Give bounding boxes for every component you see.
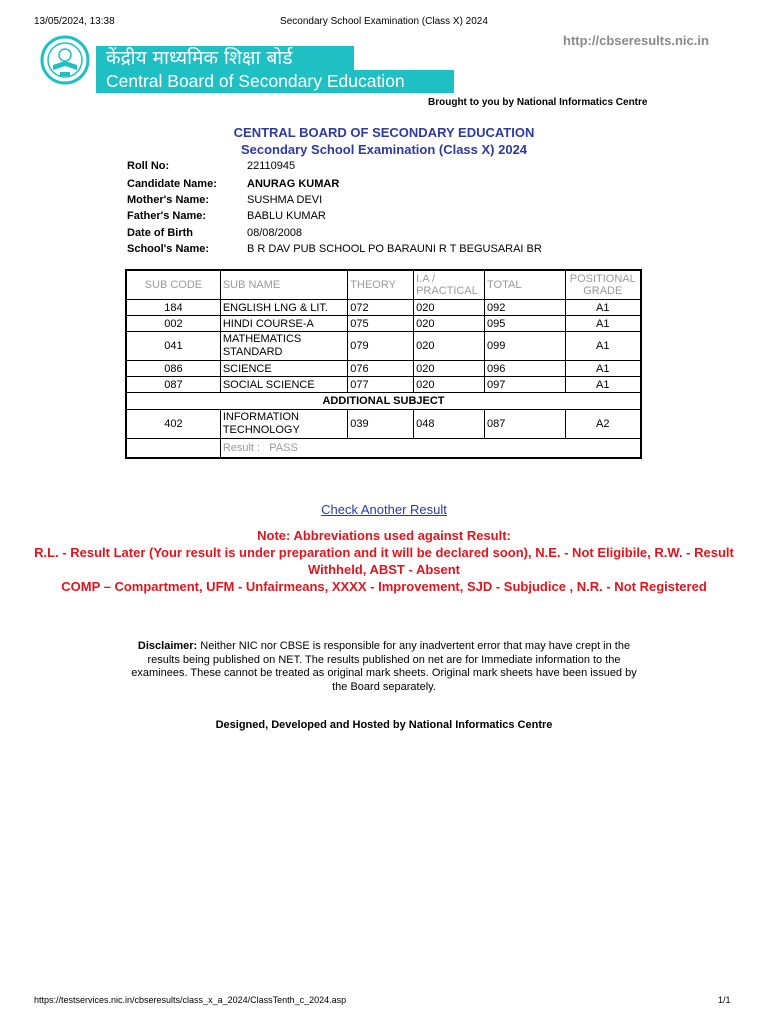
result-empty-cell xyxy=(126,439,220,459)
header-grade: POSITIONAL GRADE xyxy=(565,270,641,300)
print-page: 1/1 xyxy=(718,995,731,1005)
disclaimer-label: Disclaimer: xyxy=(137,640,198,652)
sub-name: SCIENCE xyxy=(220,361,347,377)
print-url: https://testservices.nic.in/cbseresults/class_x_a_2024/ClassTenth_c_2024.asp xyxy=(34,995,347,1005)
mother-name-value: SUSHMA DEVI xyxy=(247,194,323,206)
additional-subject-label: ADDITIONAL SUBJECT xyxy=(126,393,641,410)
note-line-1: R.L. - Result Later (Your result is under preparation and it will be declared soon), N.E. - Not Eligibile, R.W. - Result Withheld, ABST - Absent xyxy=(34,545,734,577)
sub-name: MATHEMATICS STANDARD xyxy=(220,332,347,361)
sub-code: 402 xyxy=(126,410,220,439)
mother-name-label: Mother's Name: xyxy=(127,194,210,206)
sub-code: 041 xyxy=(126,332,220,361)
grade: A1 xyxy=(565,361,641,377)
theory-marks: 077 xyxy=(348,377,414,393)
theory-marks: 072 xyxy=(348,300,414,316)
note-line-2: COMP – Compartment, UFM - Unfairmeans, XXXX - Improvement, SJD - Subjudice , N.R. - Not Registered xyxy=(61,579,707,594)
total-marks: 099 xyxy=(485,332,566,361)
print-title: Secondary School Examination (Class X) 2024 xyxy=(280,16,488,27)
designed-by: Designed, Developed and Hosted by National Informatics Centre xyxy=(215,719,553,731)
theory-marks: 039 xyxy=(348,410,414,439)
cbse-logo-icon xyxy=(40,35,90,85)
sub-name: SOCIAL SCIENCE xyxy=(220,377,347,393)
practical-marks: 048 xyxy=(414,410,485,439)
result-row xyxy=(126,439,641,459)
sub-code: 087 xyxy=(126,377,220,393)
total-marks: 097 xyxy=(485,377,566,393)
father-name-value: BABLU KUMAR xyxy=(247,210,326,222)
brought-by: Brought to you by National Informatics Centre xyxy=(428,97,648,108)
table-row xyxy=(126,316,641,332)
abbreviation-note xyxy=(30,527,738,595)
result-label: Result : xyxy=(222,442,261,454)
note-title: Note: Abbreviations used against Result: xyxy=(257,528,511,543)
header-sub-name: SUB NAME xyxy=(220,270,347,300)
print-datetime: 13/05/2024, 13:38 xyxy=(34,16,115,27)
grade: A2 xyxy=(565,410,641,439)
site-url[interactable]: http://cbseresults.nic.in xyxy=(563,33,709,48)
header-sub-code: SUB CODE xyxy=(126,270,220,300)
board-heading: CENTRAL BOARD OF SECONDARY EDUCATION xyxy=(233,125,535,140)
disclaimer-text: Neither NIC nor CBSE is responsible for any inadvertent error that may have crept in the results being published on NET. The results published on net are for Immediate information to the examinees. These cannot be treated as original mark sheets. Original mark sheets have been issued by the Board separately. xyxy=(131,640,637,693)
table-row xyxy=(126,300,641,316)
header-theory: THEORY xyxy=(348,270,414,300)
theory-marks: 075 xyxy=(348,316,414,332)
sub-name: HINDI COURSE-A xyxy=(220,316,347,332)
exam-heading: Secondary School Examination (Class X) 2024 xyxy=(240,142,528,157)
school-name-value: B R DAV PUB SCHOOL PO BARAUNI R T BEGUSARAI BR xyxy=(247,243,542,255)
practical-marks: 020 xyxy=(414,300,485,316)
grade: A1 xyxy=(565,316,641,332)
theory-marks: 076 xyxy=(348,361,414,377)
sub-code: 002 xyxy=(126,316,220,332)
board-name-english: Central Board of Secondary Education xyxy=(96,70,454,93)
total-marks: 095 xyxy=(485,316,566,332)
header-ia-practical: I.A / PRACTICAL xyxy=(414,270,485,300)
grade: A1 xyxy=(565,377,641,393)
grade: A1 xyxy=(565,332,641,361)
table-row xyxy=(126,377,641,393)
practical-marks: 020 xyxy=(414,316,485,332)
result-value: PASS xyxy=(269,442,298,454)
theory-marks: 079 xyxy=(348,332,414,361)
dob-value: 08/08/2008 xyxy=(247,227,303,239)
result-cell xyxy=(220,439,641,459)
table-header-row xyxy=(126,270,641,300)
practical-marks: 020 xyxy=(414,332,485,361)
header-total: TOTAL xyxy=(485,270,566,300)
check-another-result-link[interactable]: Check Another Result xyxy=(321,502,447,517)
sub-code: 086 xyxy=(126,361,220,377)
total-marks: 092 xyxy=(485,300,566,316)
practical-marks: 020 xyxy=(414,377,485,393)
practical-marks: 020 xyxy=(414,361,485,377)
sub-name: INFORMATION TECHNOLOGY xyxy=(220,410,347,439)
marks-table xyxy=(125,269,642,459)
candidate-name-value: ANURAG KUMAR xyxy=(247,178,340,190)
table-row xyxy=(126,410,641,439)
board-name-hindi: केंद्रीय माध्यमिक शिक्षा बोर्ड xyxy=(96,46,354,70)
table-row xyxy=(126,332,641,361)
candidate-name-label: Candidate Name: xyxy=(127,178,217,190)
roll-no-label: Roll No: xyxy=(127,160,170,172)
disclaimer xyxy=(124,640,644,694)
total-marks: 087 xyxy=(485,410,566,439)
school-name-label: School's Name: xyxy=(127,243,210,255)
dob-label: Date of Birth xyxy=(127,227,193,239)
father-name-label: Father's Name: xyxy=(127,210,207,222)
roll-no-value: 22110945 xyxy=(247,160,296,172)
additional-subject-row xyxy=(126,393,641,410)
sub-code: 184 xyxy=(126,300,220,316)
sub-name: ENGLISH LNG & LIT. xyxy=(220,300,347,316)
grade: A1 xyxy=(565,300,641,316)
total-marks: 096 xyxy=(485,361,566,377)
table-row xyxy=(126,361,641,377)
